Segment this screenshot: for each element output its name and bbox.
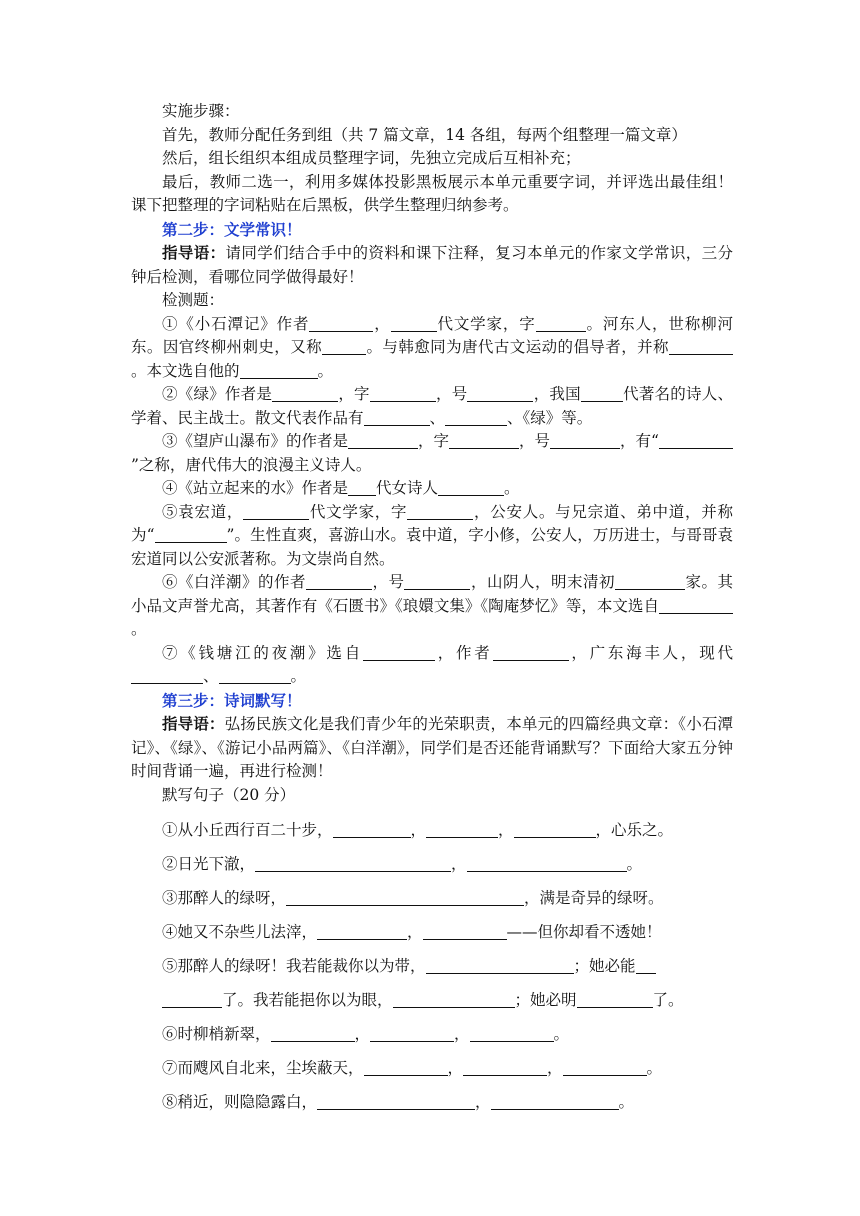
text-segment: ， [373,314,391,333]
blank [659,596,733,614]
text-segment: ，字 [418,432,450,450]
guide-label: 指导语： [162,243,226,262]
text-segment: ，山阴人，明末清初 [470,573,615,591]
blank [659,431,733,449]
text-segment: ，公安人。与兄宗道、弟中道，并称为“ [131,502,733,544]
text-segment: 了。我若能挹你以为眼， [222,991,393,1009]
text-segment: ， [407,923,423,941]
text-segment: 代文学家，字 [436,314,536,333]
text-segment: ， [547,1059,563,1077]
blank [271,1024,355,1042]
text-segment: 。 [646,1059,663,1077]
text-segment: ，广东海丰人，现代 [568,643,733,662]
question-1 [131,313,733,384]
blank [423,922,507,940]
blank [514,820,596,838]
blank [563,1058,647,1076]
blank [255,854,451,872]
text-segment: 代女诗人 [376,479,439,497]
blank [449,431,519,449]
blank [348,431,418,449]
text-segment: ，号 [371,573,405,591]
blank [467,854,627,872]
text-segment: 代著名的诗人、学着、民主战士。散文代表作品有 [131,385,733,427]
dictation-2 [131,847,733,881]
blank [438,478,504,496]
dictation-title: 默写句子（20 分） [162,785,296,804]
blank [426,956,574,974]
text-segment: ， [410,821,427,839]
text-segment: ，作者 [434,643,493,662]
blank [317,922,407,940]
text-segment: ， [451,855,467,873]
text-segment: 。 [553,1025,570,1043]
blank [470,1024,554,1042]
dictation-4 [131,915,733,949]
blank [463,1058,547,1076]
blank [467,384,533,402]
text-segment: 。与韩愈同为唐代古文运动的倡导者，并称 [366,338,669,356]
step-then: 然后，组长组织本组成员整理字词，先独立完成后互相补充； [162,149,581,167]
text-segment: ④《站立起来的水》作者是 [162,479,349,497]
text-segment: ①从小丘西行百二十步， [162,821,333,839]
dictation-8 [131,1085,733,1119]
text-segment: 。 [504,479,520,497]
blank [370,384,436,402]
question-4 [131,477,733,501]
text-segment: 家。其小品文声誉尤高，其著作有《石匮书》《琅嬛文集》《陶庵梦忆》等，本文选自 [131,573,733,615]
blank [391,314,437,332]
document-page [131,100,733,1119]
text-segment: ⑧稍近，则隐隐露白， [162,1093,318,1111]
dictation-5b [131,983,733,1017]
blank [219,666,291,684]
blank [615,572,685,590]
section3-guide [131,712,733,784]
question-7 [131,642,733,689]
guide-text: 弘扬民族文化是我们青少年的光荣职责，本单元的四篇经典文章：《小石潭记》、《绿》、《游记小品两篇》、《白洋潮》，同学们是否还能背诵默写？下面给大家五分钟时间背诵一遍，再进行检测！ [131,715,733,780]
blank [581,384,623,402]
section2-heading: 第二步：文学常识！ [162,219,302,239]
blank [348,478,376,496]
text-segment: 了。 [652,991,684,1009]
text-segment: ， [354,1025,371,1043]
section3-heading: 第三步：诗词默写！ [162,690,302,710]
dictation-1 [131,813,733,847]
blank [162,990,222,1008]
text-segment: ⑥时柳梢新翠， [162,1025,271,1043]
text-segment: 。 [618,1093,635,1111]
text-segment: ，号 [435,385,468,403]
blank [491,1092,619,1110]
dictation-5a [131,949,733,983]
text-segment: ”。生性直爽，喜游山水。袁中道，字小修，公安人，万历进士，与哥哥袁宏道同以公安派著称。为文崇尚自然。 [131,526,733,568]
question-2 [131,383,733,430]
question-5 [131,501,733,572]
blank [364,408,430,426]
text-segment: 。 [290,667,307,685]
text-segment: 、 [203,667,219,685]
question-3 [131,430,733,477]
text-segment: ②《绿》作者是 [162,385,273,403]
text-segment: ， [498,821,514,839]
blank [363,643,435,661]
blank [240,361,318,379]
text-segment: ⑤袁宏道， [162,502,244,521]
blank [426,820,498,838]
text-segment: 代文学家，字 [309,502,408,521]
text-segment: 。河东人，世称柳河东。因官终柳州刺史，又称 [131,314,733,356]
text-segment: ，满是奇异的绿呀。 [524,889,664,907]
blank [407,502,473,520]
test-title: 检测题： [162,291,225,309]
blank [577,990,653,1008]
blank [272,384,338,402]
blank [550,431,620,449]
text-segment: ⑤那醉人的绿呀！我若能裁你以为带， [162,957,426,975]
question-6 [131,571,733,642]
blank [404,572,470,590]
blank [243,502,309,520]
blank [155,525,227,543]
text-segment: ，字 [338,385,370,403]
blank [445,408,507,426]
blank [309,314,373,332]
text-segment: ，号 [519,432,551,450]
guide-text: 请同学们结合手中的资料和课下注释，复习本单元的作家文学常识，三分钟后检测，看哪位同学做得最好！ [131,244,733,286]
blank [333,820,411,838]
step-finally: 最后，教师二选一，利用多媒体投影黑板展示本单元重要字词，并评选出最佳组！课下把整理的字词粘贴在后黑板，供学生整理归纳参考。 [131,172,733,214]
text-segment: 。 [317,361,334,380]
text-segment: ⑦《钱塘江的夜潮》选自 [162,643,363,662]
blank [286,888,524,906]
text-segment: ④她又不杂些儿法滓， [162,923,318,941]
text-segment: ；她必能 [573,957,636,975]
blank [306,572,372,590]
text-segment: ⑦而飕风自北来，尘埃蔽天， [162,1059,364,1077]
text-segment: ， [454,1025,470,1043]
blank [636,956,656,974]
text-segment: ②日光下澈， [162,855,256,873]
blank [493,643,569,661]
step-first: 首先，教师分配任务到组（共 7 篇文章，14 各组，每两个组整理一篇文章） [162,125,687,144]
text-segment: ， [447,1059,464,1077]
guide-label: 指导语： [162,714,225,733]
text-segment: 。 [626,855,643,873]
text-segment: ；她必明 [514,991,577,1009]
text-segment: 。本文选自他的 [131,361,240,380]
text-segment: ③那醉人的绿呀， [162,889,287,907]
blank [370,1024,454,1042]
text-segment: 、 [429,408,446,427]
dictation-7 [131,1051,733,1085]
blank [317,1092,475,1110]
text-segment: ⑥《白洋潮》的作者 [162,573,306,591]
text-segment: ③《望庐山瀑布》的作者是 [162,432,349,450]
blank [669,337,733,355]
steps-title: 实施步骤： [162,102,240,120]
text-segment: ”之称，唐代伟大的浪漫主义诗人。 [131,455,372,474]
blank [393,990,515,1008]
text-segment: ， [475,1093,491,1111]
text-segment: 。 [131,620,147,638]
blank [322,337,366,355]
blank [131,666,203,684]
text-segment: ，心乐之。 [595,821,674,839]
dictation-3 [131,881,733,915]
text-segment: 、《绿》等。 [507,408,593,427]
section2-guide [131,241,733,289]
text-segment: ，有“ [620,432,659,450]
text-segment: ——但你却看不透她！ [506,923,662,941]
text-segment: ①《小石潭记》作者 [162,314,310,333]
blank [364,1058,448,1076]
blank [536,314,586,332]
dictation-6 [131,1017,733,1051]
text-segment: ，我国 [533,385,581,403]
